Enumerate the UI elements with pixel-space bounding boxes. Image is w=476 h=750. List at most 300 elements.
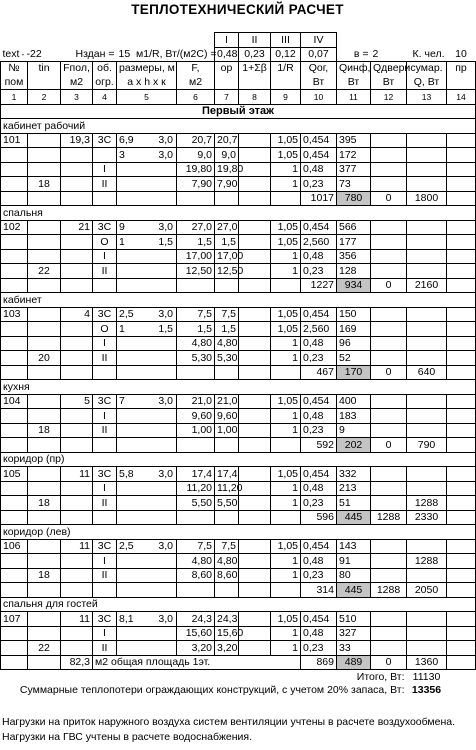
cell-qs: [447, 481, 476, 496]
k-label: К. чел.: [412, 48, 445, 60]
notes: [2, 715, 455, 745]
cell-or: [239, 409, 271, 424]
room-name: кабинет: [1, 293, 476, 308]
empty-cell: [215, 278, 239, 293]
cell-t: 18: [28, 568, 61, 583]
total-qinf: 445: [337, 583, 371, 598]
empty-cell: [239, 583, 271, 598]
zone-r-4: 0,07: [301, 47, 337, 62]
cell-area: 5: [61, 394, 93, 409]
cell-r: 0,48: [301, 409, 337, 424]
cell-type: I: [93, 162, 117, 177]
empty-cell: [93, 365, 117, 380]
table-row: [1, 612, 476, 627]
total-sum: 2050: [407, 583, 447, 598]
cell-q: 128: [337, 264, 371, 279]
room-name: спальня для гостей: [1, 597, 476, 612]
col-number-13: 13: [407, 90, 447, 105]
cell-dimensions: [117, 641, 177, 656]
col-header-1: №: [1, 62, 28, 76]
table-row: [1, 336, 476, 351]
empty-cell: [239, 438, 271, 453]
cell-r: 0,48: [301, 481, 337, 496]
cell-area: [61, 162, 93, 177]
room-name: кабинет рабочий: [1, 119, 476, 134]
table-row: [1, 409, 476, 424]
table-row: [1, 220, 476, 235]
cell-qs: [447, 162, 476, 177]
cell-type: I: [93, 626, 117, 641]
cell-r: 0,454: [301, 220, 337, 235]
cell-t: 22: [28, 264, 61, 279]
table-row: [1, 423, 476, 438]
cell-F: 1,5: [177, 322, 215, 337]
total-q: 1017: [301, 191, 337, 206]
cell-b: 3,0: [158, 148, 173, 161]
col-header-13: сумар.: [407, 62, 447, 76]
cell-qs: [447, 626, 476, 641]
cell-r: 0,454: [301, 467, 337, 482]
cell-b: 3,0: [158, 467, 173, 480]
cell-a: 9: [119, 221, 125, 234]
total-qdoor: 1288: [371, 583, 407, 598]
cell-dimensions: [117, 351, 177, 366]
cell-or: [239, 148, 271, 163]
cell-F: 19,80: [215, 162, 239, 177]
cell-k: 1,05: [271, 148, 301, 163]
total-qinf: 170: [337, 365, 371, 380]
col-header-sub-3: м2: [61, 76, 93, 90]
cell-qd: [407, 641, 447, 656]
cell-k: 1,05: [271, 235, 301, 250]
cell-area: [61, 322, 93, 337]
total-q: 467: [301, 365, 337, 380]
cell-F: 9,60: [177, 409, 215, 424]
empty-cell: [177, 278, 215, 293]
cell-area: [61, 409, 93, 424]
cell-type: II: [93, 423, 117, 438]
document-title: ТЕПЛОТЕХНИЧЕСКИЙ РАСЧЕТ: [131, 2, 344, 17]
cell-q: 213: [337, 481, 371, 496]
empty-cell: [271, 510, 301, 525]
col-header-5: размеры, м: [117, 62, 177, 76]
col-header-sub-12: Вт: [371, 76, 407, 90]
cell-r: 0,48: [301, 336, 337, 351]
cell-qd: [407, 322, 447, 337]
cell-t: [28, 409, 61, 424]
cell-num: [1, 423, 28, 438]
cell-q: 566: [337, 220, 371, 235]
cell-num: [1, 235, 28, 250]
room-name-row: [1, 597, 476, 612]
cell-r: 0,48: [301, 626, 337, 641]
cell-r: 0,454: [301, 539, 337, 554]
cell-area: 11: [61, 539, 93, 554]
cell-r: 2,560: [301, 235, 337, 250]
cell-qd: [407, 220, 447, 235]
cell-area: [61, 264, 93, 279]
cell-q: 400: [337, 394, 371, 409]
room-name: коридор (лев): [1, 525, 476, 540]
empty-cell: [61, 278, 93, 293]
cell-qi: [371, 496, 407, 511]
empty-cell: [117, 583, 177, 598]
cell-or: [239, 162, 271, 177]
table-row: [1, 496, 476, 511]
cell-q: 73: [337, 177, 371, 192]
cell-r: 0,48: [301, 162, 337, 177]
room-name-row: [1, 525, 476, 540]
empty-cell: [117, 278, 177, 293]
cell-or: [239, 307, 271, 322]
cell-r: 0,454: [301, 148, 337, 163]
cell-qs: [447, 322, 476, 337]
cell-qd: [407, 467, 447, 482]
cell-qi: [371, 249, 407, 264]
empty-cell: [28, 191, 61, 206]
cell-qs: [447, 467, 476, 482]
cell-num: 102: [1, 220, 28, 235]
cell-dimensions: [117, 554, 177, 569]
cell-F: 4,80: [177, 336, 215, 351]
table-row: [1, 148, 476, 163]
v-label: в =: [353, 48, 369, 60]
empty-cell: [177, 510, 215, 525]
cell-qd: [407, 249, 447, 264]
col-header-sub-8: [239, 76, 271, 90]
cell-F: 7,5: [177, 539, 215, 554]
cell-area: [61, 554, 93, 569]
cell-dimensions: [117, 539, 177, 554]
cell-qd: [407, 481, 447, 496]
column-number-row: [1, 90, 476, 105]
cell-r: 0,23: [301, 641, 337, 656]
cell-F: 3,20: [177, 641, 215, 656]
table-row: [1, 626, 476, 641]
empty-cell: [1, 510, 28, 525]
cell-k: 1: [271, 351, 301, 366]
col-header-4: об.: [93, 62, 117, 76]
cell-t: 18: [28, 177, 61, 192]
cell-F: 7,5: [215, 539, 239, 554]
zone-1: I: [215, 33, 239, 48]
cell-k: 1,05: [271, 307, 301, 322]
cell-k: 1,05: [271, 322, 301, 337]
cell-qi: [371, 467, 407, 482]
cell-type: 3С: [93, 612, 117, 627]
cell-F: 24,3: [177, 612, 215, 627]
cell-qi: [371, 336, 407, 351]
cell-q: 177: [337, 235, 371, 250]
cell-k: 1,05: [271, 467, 301, 482]
col-number-3: 3: [61, 90, 93, 105]
col-header-sub-5: a x h x к: [117, 76, 177, 90]
cell-area: [61, 496, 93, 511]
cell-num: [1, 496, 28, 511]
room-name-row: [1, 452, 476, 467]
cell-type: I: [93, 481, 117, 496]
cell-q: 150: [337, 307, 371, 322]
cell-or: [239, 481, 271, 496]
cell-qs: [447, 336, 476, 351]
empty-cell: [177, 365, 215, 380]
cell-qs: [447, 612, 476, 627]
cell-or: [239, 394, 271, 409]
floor-area-label: м2 общая площадь 1эт.: [93, 655, 301, 670]
cell-area: [61, 481, 93, 496]
total-sum: 2330: [407, 510, 447, 525]
cell-q: 96: [337, 336, 371, 351]
col-header-6: F,: [177, 62, 215, 76]
cell-area: 19,3: [61, 133, 93, 148]
cell-num: [1, 568, 28, 583]
cell-type: 3С: [93, 394, 117, 409]
zone-r-3: 0,12: [271, 47, 301, 62]
cell-F: 1,5: [215, 322, 239, 337]
col-number-4: 4: [93, 90, 117, 105]
cell-type: [93, 148, 117, 163]
cell-F: 15,60: [177, 626, 215, 641]
cell-area: [61, 249, 93, 264]
cell-b: 3,0: [158, 540, 173, 553]
summary-value: 13356: [411, 684, 442, 697]
cell-t: 22: [28, 641, 61, 656]
column-header-row: [1, 62, 476, 76]
cell-t: [28, 539, 61, 554]
cell-k: 1: [271, 249, 301, 264]
cell-dimensions: [117, 133, 177, 148]
empty-cell: [1, 365, 28, 380]
cell-or: [239, 249, 271, 264]
cell-or: [239, 322, 271, 337]
cell-q: 169: [337, 322, 371, 337]
table-row: [1, 481, 476, 496]
cell-k: 1: [271, 409, 301, 424]
cell-F: 1,5: [215, 235, 239, 250]
cell-k: 1: [271, 264, 301, 279]
cell-a: 8,1: [119, 612, 134, 625]
empty-cell: [447, 583, 476, 598]
cell-q: 51: [337, 496, 371, 511]
cell-qs: [447, 394, 476, 409]
col-number-8: 8: [239, 90, 271, 105]
cell-or: [239, 467, 271, 482]
cell-r: 0,454: [301, 612, 337, 627]
cell-r: 0,23: [301, 177, 337, 192]
cell-dimensions: [117, 612, 177, 627]
room-name: кухня: [1, 380, 476, 395]
cell-qs: [447, 249, 476, 264]
cell-or: [239, 336, 271, 351]
col-number-14: 14: [447, 90, 476, 105]
cell-num: [1, 249, 28, 264]
cell-r: 0,454: [301, 394, 337, 409]
cell-t: [28, 336, 61, 351]
cell-F: 8,60: [177, 568, 215, 583]
text-param: text - -22: [2, 47, 42, 60]
cell-qs: [447, 641, 476, 656]
cell-num: 101: [1, 133, 28, 148]
cell-F: 8,60: [215, 568, 239, 583]
empty-cell: [117, 438, 177, 453]
cell-dimensions: [117, 249, 177, 264]
cell-r: 0,23: [301, 496, 337, 511]
cell-F: 9,0: [215, 148, 239, 163]
cell-dimensions: [117, 467, 177, 482]
cell-qd: [407, 568, 447, 583]
empty-cell: [117, 510, 177, 525]
cell-b: 1,5: [158, 235, 173, 248]
cell-r: 0,454: [301, 307, 337, 322]
itogo-label: Итого, Вт:: [356, 670, 405, 683]
cell-qs: [447, 177, 476, 192]
cell-qd: [407, 148, 447, 163]
cell-F: 7,90: [215, 177, 239, 192]
cell-area: [61, 626, 93, 641]
cell-F: 7,90: [177, 177, 215, 192]
col-number-2: 2: [28, 90, 61, 105]
cell-area: [61, 148, 93, 163]
room-name-row: [1, 119, 476, 134]
col-number-12: 12: [371, 90, 407, 105]
room-total-row: [1, 583, 476, 598]
empty-cell: [239, 278, 271, 293]
empty-cell: [1, 278, 28, 293]
cell-or: [239, 554, 271, 569]
cell-num: [1, 409, 28, 424]
cell-type: О: [93, 235, 117, 250]
cell-dimensions: [117, 220, 177, 235]
empty-cell: [271, 191, 301, 206]
k-value: 10: [455, 48, 467, 60]
cell-type: II: [93, 177, 117, 192]
cell-b: 3,0: [158, 612, 173, 625]
total-q: 596: [301, 510, 337, 525]
cell-or: [239, 264, 271, 279]
cell-dimensions: [117, 264, 177, 279]
room-total-row: [1, 510, 476, 525]
table-row: [1, 264, 476, 279]
text-label: text: [2, 47, 20, 60]
cell-qi: [371, 641, 407, 656]
cell-dimensions: [117, 568, 177, 583]
total-sum: 2160: [407, 278, 447, 293]
empty-cell: [61, 438, 93, 453]
cell-type: 3С: [93, 307, 117, 322]
cell-num: 106: [1, 539, 28, 554]
total-sum: 1800: [407, 191, 447, 206]
v-value: 2: [372, 48, 379, 60]
cell-r: 0,23: [301, 264, 337, 279]
cell-qi: [371, 235, 407, 250]
empty-cell: [239, 365, 271, 380]
cell-k: 1,05: [271, 394, 301, 409]
cell-q: 91: [337, 554, 371, 569]
cell-a: 5,8: [119, 467, 134, 480]
total-qdoor: 0: [371, 655, 407, 670]
empty-cell: [215, 365, 239, 380]
cell-qd: [407, 423, 447, 438]
cell-b: 1,5: [158, 322, 173, 335]
cell-t: [28, 162, 61, 177]
total-qdoor: 0: [371, 278, 407, 293]
cell-k: 1,05: [271, 612, 301, 627]
cell-dimensions: [117, 481, 177, 496]
empty-cell: [239, 191, 271, 206]
cell-a: 2,5: [119, 308, 134, 321]
empty-cell: [215, 583, 239, 598]
empty-cell: [215, 510, 239, 525]
cell-F: 7,5: [215, 307, 239, 322]
cell-type: 3С: [93, 133, 117, 148]
cell-qs: [447, 235, 476, 250]
cell-qd: [407, 351, 447, 366]
col-header-3: Fпол,: [61, 62, 93, 76]
cell-qi: [371, 177, 407, 192]
table-row: [1, 235, 476, 250]
empty-cell: [1, 583, 28, 598]
total-qdoor: 0: [371, 438, 407, 453]
empty-cell: [1, 191, 28, 206]
cell-t: [28, 148, 61, 163]
zone-2: II: [239, 33, 271, 48]
room-total-row: [1, 655, 476, 670]
cell-qi: [371, 626, 407, 641]
cell-type: I: [93, 336, 117, 351]
empty-cell: [447, 684, 476, 698]
cell-F: 19,80: [177, 162, 215, 177]
cell-num: [1, 148, 28, 163]
summary-label: Суммарные теплопотери ограждающих конструкций, с учетом 20% запаса, Вт:: [19, 684, 405, 697]
room-name-row: [1, 206, 476, 221]
empty-cell: [239, 510, 271, 525]
total-qdoor: 0: [371, 365, 407, 380]
cell-or: [239, 351, 271, 366]
cell-type: 3С: [93, 467, 117, 482]
col-header-sub-14: [447, 76, 476, 90]
table-row: [1, 177, 476, 192]
cell-F: 7,5: [177, 307, 215, 322]
cell-k: 1: [271, 641, 301, 656]
empty-cell: [177, 191, 215, 206]
empty-cell: [61, 191, 93, 206]
empty-cell: [447, 191, 476, 206]
empty-cell: [447, 510, 476, 525]
cell-dimensions: [117, 423, 177, 438]
col-header-sub-13: Q, Вт: [407, 76, 447, 90]
cell-qd: [407, 336, 447, 351]
empty-cell: [447, 438, 476, 453]
cell-dimensions: [117, 394, 177, 409]
col-number-11: 11: [337, 90, 371, 105]
cell-F: 20,7: [177, 133, 215, 148]
col-header-2: tin: [28, 62, 61, 76]
total-qdoor: 1288: [371, 510, 407, 525]
cell-num: [1, 641, 28, 656]
table-row: [1, 539, 476, 554]
cell-F: 20,7: [215, 133, 239, 148]
cell-k: 1: [271, 423, 301, 438]
total-q: 1227: [301, 278, 337, 293]
empty-cell: [447, 365, 476, 380]
room-name-row: [1, 380, 476, 395]
itogo-row: [1, 670, 476, 684]
cell-qi: [371, 133, 407, 148]
cell-qi: [371, 409, 407, 424]
cell-dimensions: [117, 307, 177, 322]
col-header-sub-1: пом: [1, 76, 28, 90]
itogo-value: 11130: [412, 670, 441, 683]
